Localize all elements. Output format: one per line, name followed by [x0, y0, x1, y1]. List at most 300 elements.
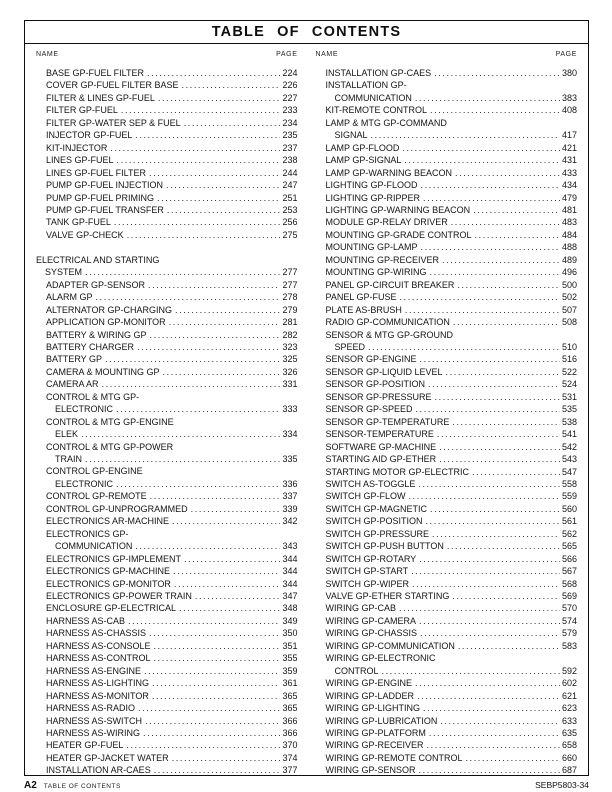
toc-entry-line: [36, 540, 298, 552]
entry-page: 361: [282, 678, 298, 689]
entry-page: 335: [282, 454, 298, 465]
toc-entry: [316, 715, 578, 727]
entry-name: SENSOR-TEMPERATURE: [325, 429, 434, 440]
toc-entry-line: [36, 715, 298, 727]
entry-name: MOUNTING GP-WIRING: [325, 267, 427, 278]
dot-leader: [458, 640, 560, 652]
entry-name: BASE GP-FUEL FILTER: [46, 68, 145, 78]
toc-entry-line: [316, 92, 578, 104]
toc-entry: [316, 304, 578, 316]
dot-leader: [195, 590, 281, 602]
toc-entry: [36, 490, 298, 502]
entry-page: 344: [282, 566, 298, 577]
dot-leader: [430, 266, 560, 278]
dot-leader: [128, 615, 280, 627]
toc-entry: [316, 453, 578, 465]
entry-page: 484: [561, 229, 577, 240]
entry-page: 558: [561, 478, 577, 489]
toc-entry: [316, 391, 578, 403]
toc-entry-line: [36, 266, 298, 278]
dot-leader: [172, 752, 281, 764]
toc-entry: [316, 752, 578, 764]
entry-page: 496: [561, 267, 577, 278]
entry-name: COVER GP-FUEL FILTER BASE: [46, 80, 179, 91]
entry-name: LAMP GP-FLOOD: [325, 142, 400, 153]
dot-leader: [451, 216, 560, 228]
dot-leader: [158, 92, 281, 104]
dot-leader: [154, 652, 281, 664]
toc-entry-line: [36, 304, 298, 316]
toc-entry-line: [36, 677, 298, 689]
toc-spacer: [36, 241, 298, 253]
entry-page: 433: [561, 167, 577, 178]
toc-entry-line: [36, 403, 298, 415]
entry-name: APPLICATION GP-MONITOR: [46, 317, 166, 328]
entry-name: INJECTOR GP-FUEL: [46, 130, 133, 141]
entry-name: WIRING GP-CAMERA: [325, 615, 417, 626]
toc-entry-line: [316, 528, 578, 540]
toc-entry-line: [316, 652, 578, 664]
entry-page: 568: [561, 578, 577, 589]
toc-entry-line: [316, 154, 578, 166]
toc-entry-line: [36, 615, 298, 627]
entry-page: 583: [561, 640, 577, 651]
entry-name: HARNESS AS-CONSOLE: [46, 640, 151, 651]
entry-page: 347: [282, 591, 298, 602]
toc-entry-line: [36, 353, 298, 365]
entry-name: HARNESS AS-CAB: [46, 615, 126, 626]
entry-name: HARNESS AS-CONTROL: [46, 653, 151, 664]
dot-leader: [453, 316, 560, 328]
entry-page: 238: [282, 155, 298, 166]
dot-leader: [415, 677, 560, 689]
toc-entry-line: [36, 179, 298, 191]
toc-entry: [36, 304, 298, 316]
toc-entry-line: [36, 316, 298, 328]
entry-page: 538: [561, 416, 577, 427]
dot-leader: [149, 167, 280, 179]
toc-entry: [36, 528, 298, 553]
dot-leader: [149, 627, 280, 639]
entry-name: HARNESS AS-MONITOR: [46, 690, 149, 701]
dot-leader: [428, 378, 560, 390]
toc-entry: [36, 640, 298, 652]
toc-entry: [36, 316, 298, 328]
toc-entry-line: [316, 216, 578, 228]
dot-leader: [417, 690, 560, 702]
entry-page: 233: [282, 105, 298, 116]
toc-entry-line: [316, 204, 578, 216]
dot-leader: [167, 204, 281, 216]
toc-entry: [36, 67, 298, 79]
toc-entry: [36, 204, 298, 216]
toc-entry-line: [316, 167, 578, 179]
toc-column-right: [316, 48, 578, 775]
dot-leader: [182, 79, 281, 91]
toc-entry-line: [36, 366, 298, 378]
entry-name: SWITCH GP-FLOW: [325, 491, 406, 502]
dot-leader: [400, 291, 560, 303]
entry-name: PUMP GP-FUEL TRANSFER: [46, 204, 164, 215]
toc-entry-line: [36, 142, 298, 154]
entry-page: 417: [561, 130, 577, 141]
dot-leader: [466, 752, 560, 764]
toc-entry-line: [36, 378, 298, 390]
dot-leader: [430, 503, 560, 515]
toc-entry-line: [316, 341, 578, 353]
entry-name: INSTALLATION GP-: [325, 80, 407, 91]
entry-page: 355: [282, 653, 298, 664]
entry-name: BATTERY CHARGER: [46, 341, 135, 352]
toc-entry: [316, 739, 578, 751]
dot-leader: [423, 702, 560, 714]
entry-page: 524: [561, 379, 577, 390]
toc-entry-line: [316, 129, 578, 141]
toc-entry: [316, 428, 578, 440]
dot-leader: [426, 515, 560, 527]
entry-name: LAMP & MTG GP-COMMAND: [325, 117, 447, 128]
entry-page: 326: [282, 366, 298, 377]
toc-entry-line: [36, 416, 298, 428]
toc-entry: [36, 565, 298, 577]
entry-page: 234: [282, 117, 298, 128]
entry-page: 370: [282, 740, 298, 751]
entry-name: ELECTRONICS GP-IMPLEMENT: [46, 553, 182, 564]
toc-entry-line: [316, 279, 578, 291]
entry-name: STARTING MOTOR GP-ELECTRIC: [325, 466, 470, 477]
dot-leader: [105, 353, 280, 365]
toc-entry: [36, 229, 298, 241]
dot-leader: [421, 241, 560, 253]
entry-page: 507: [561, 304, 577, 315]
dot-leader: [152, 677, 280, 689]
dot-leader: [457, 279, 560, 291]
entry-page: 560: [561, 503, 577, 514]
entry-page: 531: [561, 391, 577, 402]
entry-name: WIRING GP-ENGINE: [325, 678, 413, 689]
entry-page: 621: [561, 690, 577, 701]
dot-leader: [419, 764, 560, 775]
entry-name: SOFTWARE GP-MACHINE: [325, 441, 437, 452]
dot-leader: [452, 590, 560, 602]
entry-page: 277: [282, 267, 298, 278]
entry-name: VALVE GP-ETHER STARTING: [325, 591, 450, 602]
entry-page: 660: [561, 752, 577, 763]
toc-entry-line: [316, 104, 578, 116]
entry-name: PLATE AS-BRUSH: [325, 304, 402, 315]
entry-page: 542: [561, 441, 577, 452]
toc-entry: [316, 142, 578, 154]
entry-name: FILTER & LINES GP-FUEL: [46, 92, 155, 103]
entry-page: 541: [561, 429, 577, 440]
entry-page: 592: [561, 665, 577, 676]
toc-entry-line: [36, 727, 298, 739]
toc-entry-line: [316, 229, 578, 241]
dot-leader: [85, 453, 280, 465]
dot-leader: [102, 378, 281, 390]
entry-page: 344: [282, 553, 298, 564]
entry-name-continued: ELECTRONIC: [55, 478, 114, 489]
toc-entry: [316, 241, 578, 253]
entry-page: 334: [282, 429, 298, 440]
dot-leader: [455, 167, 560, 179]
toc-entry: [36, 279, 298, 291]
toc-entry-line: [36, 279, 298, 291]
entry-page: 323: [282, 341, 298, 352]
toc-entry-line: [36, 229, 298, 241]
toc-entry: [316, 503, 578, 515]
dot-leader: [117, 154, 281, 166]
entry-name: SENSOR GP-SPEED: [325, 404, 413, 415]
toc-entry-line: [36, 129, 298, 141]
page-footer: [24, 780, 589, 791]
toc-entry: [36, 677, 298, 689]
entry-name: HEATER GP-FUEL: [46, 740, 124, 751]
toc-entry-line: [36, 665, 298, 677]
toc-entry: [316, 690, 578, 702]
column-header: [36, 48, 298, 58]
dot-leader: [147, 67, 280, 79]
entry-name: KIT-INJECTOR: [46, 142, 108, 153]
entry-page: 623: [561, 703, 577, 714]
dot-leader: [81, 428, 280, 440]
dot-leader: [137, 341, 280, 353]
entry-page: 574: [561, 615, 577, 626]
toc-entry: [36, 366, 298, 378]
entry-name: LINES GP-FUEL FILTER: [46, 167, 147, 178]
entry-page: 343: [282, 541, 298, 552]
entry-page: 348: [282, 603, 298, 614]
entry-page: 380: [561, 68, 577, 78]
entry-name: CONTROL & MTG GP-POWER: [46, 441, 174, 452]
toc-entry: [316, 515, 578, 527]
toc-entry: [316, 764, 578, 775]
entry-page: 408: [561, 105, 577, 116]
dot-leader: [432, 528, 560, 540]
toc-entry-line: [36, 478, 298, 490]
entry-page: 374: [282, 752, 298, 763]
footer-page-code: A2: [24, 780, 37, 791]
entry-page: 479: [561, 192, 577, 203]
entry-name: HARNESS AS-SWITCH: [46, 715, 143, 726]
entry-page: 535: [561, 404, 577, 415]
toc-entry: [36, 216, 298, 228]
dot-leader: [439, 453, 560, 465]
entry-page: 339: [282, 503, 298, 514]
entry-page: 275: [282, 229, 298, 240]
entry-page: 282: [282, 329, 298, 340]
entry-name: WIRING GP-LADDER: [325, 690, 415, 701]
toc-entry-line: [36, 702, 298, 714]
entry-page: 349: [282, 615, 298, 626]
toc-entry: [316, 216, 578, 228]
toc-entry-line: [36, 764, 298, 775]
toc-entry: [316, 615, 578, 627]
toc-entry-line: [36, 154, 298, 166]
dot-leader: [368, 341, 560, 353]
dot-leader: [412, 578, 560, 590]
dot-leader: [116, 478, 280, 490]
toc-entry: [36, 117, 298, 129]
toc-entry-line: [36, 528, 298, 540]
dot-leader: [439, 441, 560, 453]
toc-entry-line: [36, 515, 298, 527]
entry-name: CONTROL & MTG GP-: [46, 391, 140, 402]
dot-leader: [371, 129, 560, 141]
toc-entry: [316, 104, 578, 116]
entry-name-continued: SYSTEM: [45, 267, 83, 278]
toc-entry-line: [316, 329, 578, 341]
toc-entry: [36, 142, 298, 154]
toc-entry-line: [36, 739, 298, 751]
toc-entry-line: [36, 640, 298, 652]
dot-leader: [415, 92, 560, 104]
entry-name: LAMP GP-WARNING BEACON: [325, 167, 453, 178]
toc-entry-line: [36, 490, 298, 502]
entry-page: 687: [561, 765, 577, 775]
entry-name: HARNESS AS-CHASSIS: [46, 628, 147, 639]
entry-name: HARNESS AS-WIRING: [46, 728, 141, 738]
entry-name: SWITCH GP-MAGNETIC: [325, 503, 427, 514]
dot-leader: [191, 503, 281, 515]
toc-entry: [316, 192, 578, 204]
dot-leader: [420, 353, 560, 365]
dot-leader: [179, 602, 280, 614]
toc-entry-line: [316, 553, 578, 565]
entry-name: SWITCH GP-WIPER: [325, 578, 409, 589]
toc-entry: [316, 553, 578, 565]
entry-page: 567: [561, 566, 577, 577]
dot-leader: [184, 553, 280, 565]
dot-leader: [173, 565, 280, 577]
toc-entry-line: [316, 503, 578, 515]
entry-page: 224: [282, 68, 298, 78]
toc-entry-line: [316, 79, 578, 91]
entry-name: MOUNTING GP-RECEIVER: [325, 254, 440, 265]
entry-page: 561: [561, 516, 577, 527]
column-header-page: PAGE: [276, 51, 298, 58]
entry-page: 559: [561, 491, 577, 502]
toc-entry-line: [316, 403, 578, 415]
dot-leader: [145, 715, 280, 727]
toc-entry-line: [316, 466, 578, 478]
toc-entry: [316, 229, 578, 241]
entry-page: 365: [282, 690, 298, 701]
entry-page: 359: [282, 665, 298, 676]
entry-page: 325: [282, 354, 298, 365]
toc-entry: [316, 702, 578, 714]
entry-name: STARTING AID GP-ETHER: [325, 454, 437, 465]
toc-entry: [316, 652, 578, 677]
dot-leader: [423, 192, 560, 204]
toc-entry-line: [36, 254, 298, 266]
entry-name: MOUNTING GP-LAMP: [325, 242, 418, 253]
entry-name: SWITCH GP-PRESSURE: [325, 528, 430, 539]
dot-leader: [472, 466, 560, 478]
dot-leader: [452, 416, 560, 428]
entry-page: 566: [561, 553, 577, 564]
dot-leader: [166, 179, 280, 191]
entry-name: SENSOR & MTG GP-GROUND: [325, 329, 454, 340]
entry-name: WIRING GP-CAB: [325, 603, 397, 614]
toc-entries: [316, 67, 578, 775]
entry-name: VALVE GP-CHECK: [46, 229, 124, 240]
toc-entry: [316, 279, 578, 291]
entry-name-continued: COMMUNICATION: [55, 541, 133, 552]
toc-entry: [36, 179, 298, 191]
toc-entry: [36, 329, 298, 341]
dot-leader: [96, 291, 281, 303]
entry-name: BATTERY GP: [46, 354, 103, 365]
entry-page: 502: [561, 292, 577, 303]
toc-entry: [316, 167, 578, 179]
entry-name: ELECTRONICS GP-: [46, 528, 129, 539]
toc-entry: [316, 204, 578, 216]
toc-entry-line: [316, 602, 578, 614]
entry-page: 227: [282, 92, 298, 103]
entry-page: 383: [561, 92, 577, 103]
toc-entry: [316, 478, 578, 490]
entry-name: WIRING GP-CHASSIS: [325, 628, 418, 639]
entry-name: SENSOR GP-POSITION: [325, 379, 426, 390]
dot-leader: [421, 179, 560, 191]
entry-name: ENCLOSURE GP-ELECTRICAL: [46, 603, 177, 614]
entry-page: 489: [561, 254, 577, 265]
toc-entry-line: [316, 142, 578, 154]
dot-leader: [402, 142, 560, 154]
toc-entry: [316, 79, 578, 104]
toc-entry: [36, 739, 298, 751]
toc-entry: [36, 391, 298, 416]
entry-page: 278: [282, 292, 298, 303]
toc-entry-line: [36, 104, 298, 116]
toc-entry-line: [36, 553, 298, 565]
entry-name: WIRING GP-RECEIVER: [325, 740, 424, 751]
entry-page: 658: [561, 740, 577, 751]
entry-name: ALTERNATOR GP-CHARGING: [46, 304, 173, 315]
dot-leader: [144, 665, 280, 677]
entry-name: BATTERY & WIRING GP: [46, 329, 147, 340]
toc-entry: [316, 154, 578, 166]
toc-entry: [316, 727, 578, 739]
entry-name: FILTER GP-FUEL: [46, 105, 118, 116]
entry-name: CONTROL GP-UNPROGRAMMED: [46, 503, 188, 514]
toc-entry-line: [316, 179, 578, 191]
toc-entry-line: [36, 578, 298, 590]
dot-leader: [475, 229, 560, 241]
dot-leader: [154, 764, 281, 775]
entry-page: 602: [561, 678, 577, 689]
toc-entry-line: [36, 291, 298, 303]
entry-page: 226: [282, 80, 298, 91]
dot-leader: [143, 727, 280, 739]
toc-entry: [36, 615, 298, 627]
entry-name: HARNESS AS-RADIO: [46, 703, 136, 714]
entry-name: WIRING GP-LIGHTING: [325, 703, 420, 714]
toc-entry: [36, 378, 298, 390]
dot-leader: [126, 739, 280, 751]
entry-page: 237: [282, 142, 298, 153]
toc-entry-line: [36, 441, 298, 453]
toc-entry: [316, 117, 578, 142]
toc-entry-line: [36, 204, 298, 216]
toc-entry-line: [316, 192, 578, 204]
toc-entry: [316, 441, 578, 453]
toc-entry-line: [316, 565, 578, 577]
toc-entry-line: [316, 590, 578, 602]
entry-page: 510: [561, 341, 577, 352]
dot-leader: [163, 366, 281, 378]
